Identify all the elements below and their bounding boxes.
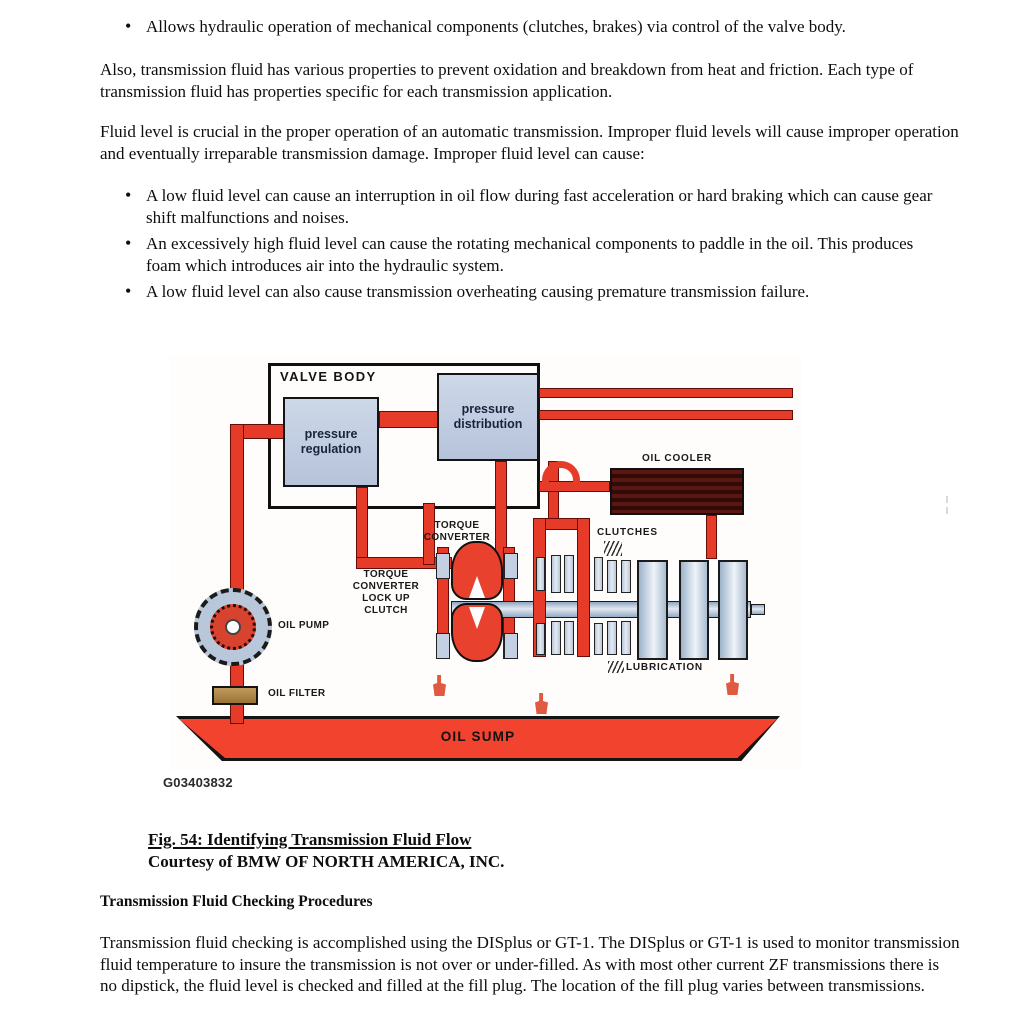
clutch-plate xyxy=(551,555,561,593)
oil-filter-label: OIL FILTER xyxy=(268,688,326,699)
intro-bullet-text: Allows hydraulic operation of mechanical components (clutches, brakes) via control of the valve body. xyxy=(146,17,846,36)
pipe-main-trunk xyxy=(230,424,244,724)
oil-cooler-box xyxy=(610,468,744,515)
pressure-distribution-box: pressure distribution xyxy=(437,373,539,461)
bullet-icon: • xyxy=(125,185,132,205)
clutches-label: CLUTCHES xyxy=(597,527,658,538)
clutch-plate xyxy=(607,621,617,655)
clutch-frame-leg xyxy=(577,518,590,657)
clutch-plate xyxy=(536,623,545,655)
bullet-icon: • xyxy=(125,16,132,36)
gear-element xyxy=(679,560,709,660)
converter-pipe-cap xyxy=(436,633,450,659)
torque-converter-lockup-label: TORQUE CONVERTER LOCK UP CLUTCH xyxy=(352,569,420,616)
bullet-text-high-level: An excessively high fluid level can cause the rotating mechanical components to paddle in the oil. This produces foam which introduces air into the hydraulic system. xyxy=(146,234,914,275)
oil-drip-icon xyxy=(535,693,548,714)
lubrication-hatch-mark xyxy=(608,661,624,673)
clutch-plate xyxy=(594,557,603,591)
intro-bullet xyxy=(125,16,947,38)
oil-pump-hub xyxy=(225,619,241,635)
transmission-fluid-flow-diagram xyxy=(170,357,802,770)
list-item xyxy=(125,185,947,228)
clutch-plate xyxy=(551,621,561,655)
cooler-return-pipe xyxy=(706,515,717,559)
clutch-hatch-mark xyxy=(604,541,622,556)
figure-caption-courtesy: Courtesy of BMW OF NORTH AMERICA, INC. xyxy=(148,851,505,871)
clutch-plate xyxy=(607,560,617,593)
paragraph-fluid-level: Fluid level is crucial in the proper operation of an automatic transmission. Improper fluid levels will cause improper operation and eventually irreparable transmission damage. Improper fluid level can cause: xyxy=(100,122,959,163)
pipe-segment xyxy=(379,411,439,428)
oil-cooler-label: OIL COOLER xyxy=(641,453,713,464)
lubrication-label: LUBRICATION xyxy=(626,662,703,673)
torque-converter-label: TORQUE CONVERTER xyxy=(423,520,491,543)
clutch-plate xyxy=(594,623,603,655)
bullet-icon: • xyxy=(125,281,132,302)
oil-pump-label: OIL PUMP xyxy=(278,620,330,631)
clutch-plate xyxy=(621,621,631,655)
clutch-plate xyxy=(564,621,574,655)
pressure-regulation-box: pressure regulation xyxy=(283,397,379,487)
bullet-text-overheating: A low fluid level can also cause transmission overheating causing premature transmission failure. xyxy=(146,282,810,302)
paragraph-fluid-checking: Transmission fluid checking is accomplished using the DISplus or GT-1. The DISplus or GT-1 is used to monitor transmission fluid temperature to insure the transmission is not over or under-filled. As with most other current ZF transmissions there is no dipstick, the fluid level is checked and filled at the fill plug. The location of the fill plug varies between transmissions. xyxy=(100,933,960,996)
oil-drip-icon xyxy=(726,674,739,695)
oil-sump-label: OIL SUMP xyxy=(440,729,516,744)
clutch-plate xyxy=(621,560,631,593)
bullet-icon: • xyxy=(125,233,132,254)
figure-id: G03403832 xyxy=(163,775,233,790)
scan-artifact xyxy=(946,507,948,514)
converter-pipe-cap xyxy=(504,553,518,579)
valve-body-label: VALVE BODY xyxy=(280,369,377,384)
section-heading: Transmission Fluid Checking Procedures xyxy=(100,893,373,910)
pipe-crossover-arch xyxy=(542,461,580,487)
oil-filter-box xyxy=(212,686,258,705)
gear-element xyxy=(718,560,748,660)
shaft-stub xyxy=(751,604,765,615)
clutch-plate xyxy=(564,555,574,593)
list-item xyxy=(125,281,947,303)
pipe-segment xyxy=(539,388,793,398)
figure-caption-title: Fig. 54: Identifying Transmission Fluid Flow xyxy=(148,830,472,849)
gear-element xyxy=(637,560,668,660)
bullet-text-low-level: A low fluid level can cause an interruption in oil flow during fast acceleration or hard braking which can cause gear shift malfunctions and noises. xyxy=(146,186,933,227)
figure-caption xyxy=(148,829,504,872)
pipe-segment xyxy=(539,410,793,420)
paragraph-fluid-properties: Also, transmission fluid has various properties to prevent oxidation and breakdown from heat and friction. Each type of transmission fluid has properties specific for each transmission application. xyxy=(100,60,914,101)
scan-artifact xyxy=(946,496,948,503)
list-item xyxy=(125,233,947,276)
oil-drip-icon xyxy=(433,675,446,696)
clutch-plate xyxy=(536,557,545,591)
converter-pipe-cap xyxy=(504,633,518,659)
converter-pipe-cap xyxy=(436,553,450,579)
fluid-level-bullet-list xyxy=(125,185,947,303)
